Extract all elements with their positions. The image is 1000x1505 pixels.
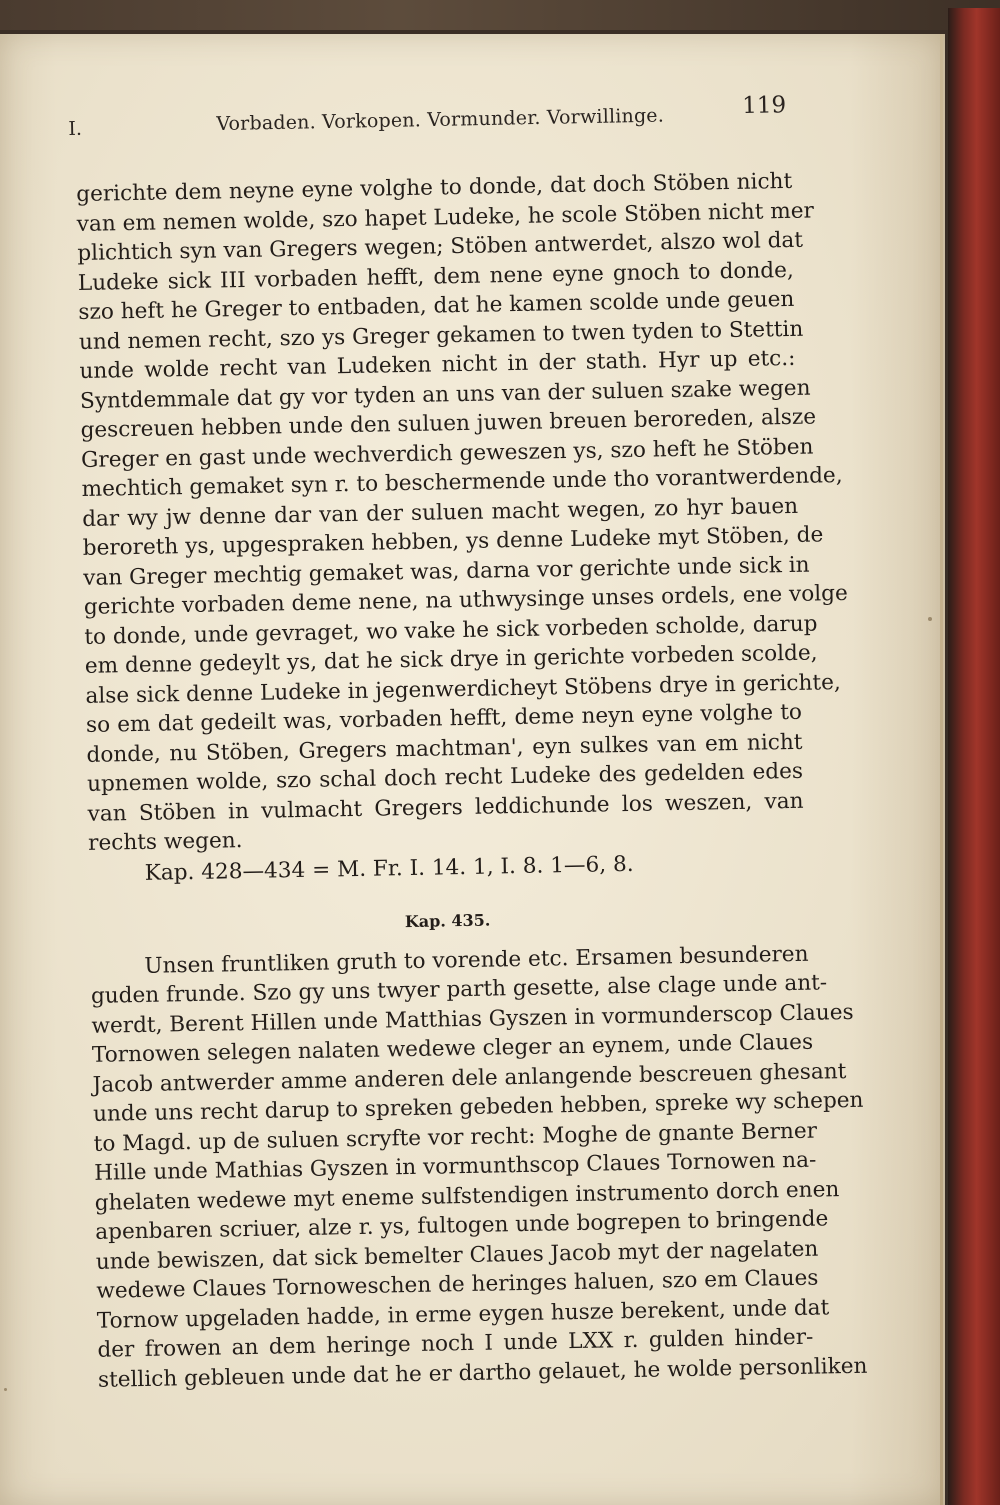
text-line: unde bewiszen, dat sick bemelter Claues Jacob myt der nagelaten bbox=[95, 1236, 819, 1275]
text-line: em denne gedeylt ys, dat he sick drye in gerichte vorbeden scolde, bbox=[84, 640, 818, 679]
text-line: plichtich syn van Gregers wegen; Stöben antwerdet, alszo wol dat bbox=[77, 227, 804, 266]
text-line: Greger en gast unde wechverdich geweszen ys, szo heft he Stöben bbox=[80, 434, 814, 473]
page-number: 119 bbox=[741, 92, 787, 120]
book-page bbox=[0, 34, 945, 1505]
text-line: ghelaten wedewe myt eneme sulfstendigen instrumento dorch enen bbox=[94, 1176, 840, 1216]
text-line: to Magd. up de suluen scryfte vor recht: Moghe de gnante Berner bbox=[93, 1118, 818, 1157]
text-block bbox=[76, 166, 868, 1394]
paper-speck bbox=[4, 1388, 7, 1391]
text-line: szo heft he Greger to entbaden, dat he kamen scolde unde geuen bbox=[78, 286, 795, 325]
text-line: wedewe Claues Tornoweschen de heringes haluen, szo em Claues bbox=[96, 1265, 819, 1304]
text-line: van Greger mechtig gemaket was, darna vor gerichte unde sick in bbox=[83, 552, 810, 591]
text-line: donde, nu Stöben, Gregers machtman', eyn sulkes van em nicht bbox=[86, 729, 803, 768]
paper-speck bbox=[928, 617, 932, 621]
text-line: upnemen wolde, szo schal doch recht Ludeke des gedelden edes bbox=[86, 758, 804, 797]
text-line: gescreuen hebben unde den suluen juwen breuen beroreden, alsze bbox=[80, 404, 817, 443]
running-title: Vorbaden. Vorkopen. Vormunder. Vorwillinge. bbox=[216, 104, 665, 136]
text-line: Jacob antwerder amme anderen dele anlangende bescreuen ghesant bbox=[92, 1058, 847, 1098]
running-head bbox=[68, 92, 799, 146]
book-cover-edge bbox=[948, 8, 1000, 1505]
text-line: unde wolde recht van Ludeken nicht in der stath. Hyr up etc.: bbox=[79, 345, 796, 384]
text-line: gerichte vorbaden deme nene, na uthwysinge unses ordels, ene volge bbox=[83, 580, 848, 620]
text-line: so em dat gedeilt was, vorbaden hefft, deme neyn eyne volghe to bbox=[85, 699, 803, 738]
text-line: mechtich gemaket syn r. to beschermende unde tho vorantwerdende, bbox=[81, 463, 843, 502]
text-line: van Stöben in vulmacht Gregers leddichunde los weszen, van bbox=[87, 788, 804, 827]
text-line: Hille unde Mathias Gyszen in vormunthscop Claues Tornowen na- bbox=[93, 1147, 817, 1186]
section-heading: Kap. 435. bbox=[404, 910, 491, 931]
page-gutter bbox=[940, 34, 943, 1505]
text-line: gerichte dem neyne eyne volghe to donde, dat doch Stöben nicht bbox=[76, 168, 793, 207]
text-line: Syntdemmale dat gy vor tyden an uns van der suluen szake wegen bbox=[79, 375, 811, 414]
text-line: apenbaren scriuer, alze r. ys, fultogen unde bogrepen to bringende bbox=[95, 1206, 829, 1245]
text-line: dar wy jw denne dar van der suluen macht wegen, zo hyr bauen bbox=[81, 493, 799, 532]
text-line: Tornow upgeladen hadde, in erme eygen husze berekent, unde dat bbox=[96, 1294, 830, 1334]
text-line: werdt, Berent Hillen unde Matthias Gyszen in vormunderscop Claues bbox=[91, 999, 854, 1039]
text-line: stellich gebleuen unde dat he er dartho gelauet, he wolde personliken bbox=[97, 1353, 868, 1393]
source-reference: Kap. 428—434 = M. Fr. I. 14. 1, I. 8. 1—6, 8. bbox=[144, 851, 634, 886]
text-line: Tornowen selegen nalaten wedewe cleger an eynem, unde Claues bbox=[91, 1029, 814, 1068]
text-line: rechts wegen. bbox=[87, 828, 243, 856]
text-line: alse sick denne Ludeke in jegenwerdicheyt Stöbens drye in gerichte, bbox=[85, 669, 841, 709]
section-number: I. bbox=[68, 117, 83, 140]
text-line: unde uns recht darup to spreken gebeden hebben, spreke wy schepen bbox=[92, 1087, 864, 1127]
text-line: beroreth ys, upgespraken hebben, ys denne Ludeke myt Stöben, de bbox=[82, 522, 824, 561]
text-line: Unsen fruntliken gruth to vorende etc. Ersamen besunderen bbox=[144, 941, 809, 979]
text-line: der frowen an dem heringe noch I unde LXX r. gulden hinder- bbox=[97, 1324, 814, 1363]
text-line: guden frunde. Szo gy uns twyer parth gesette, alse clage unde ant- bbox=[90, 970, 828, 1009]
text-line: to donde, unde gevraget, wo vake he sick vorbeden scholde, darup bbox=[84, 610, 818, 650]
text-line: van em nemen wolde, szo hapet Ludeke, he scole Stöben nicht mer bbox=[76, 197, 815, 237]
paragraph-kap-435 bbox=[90, 939, 868, 1395]
paragraph-continued bbox=[76, 166, 848, 858]
text-line: Ludeke sick III vorbaden hefft, dem nene eyne gnoch to donde, bbox=[77, 257, 794, 296]
text-line: und nemen recht, szo ys Greger gekamen to twen tyden to Stettin bbox=[78, 316, 804, 355]
